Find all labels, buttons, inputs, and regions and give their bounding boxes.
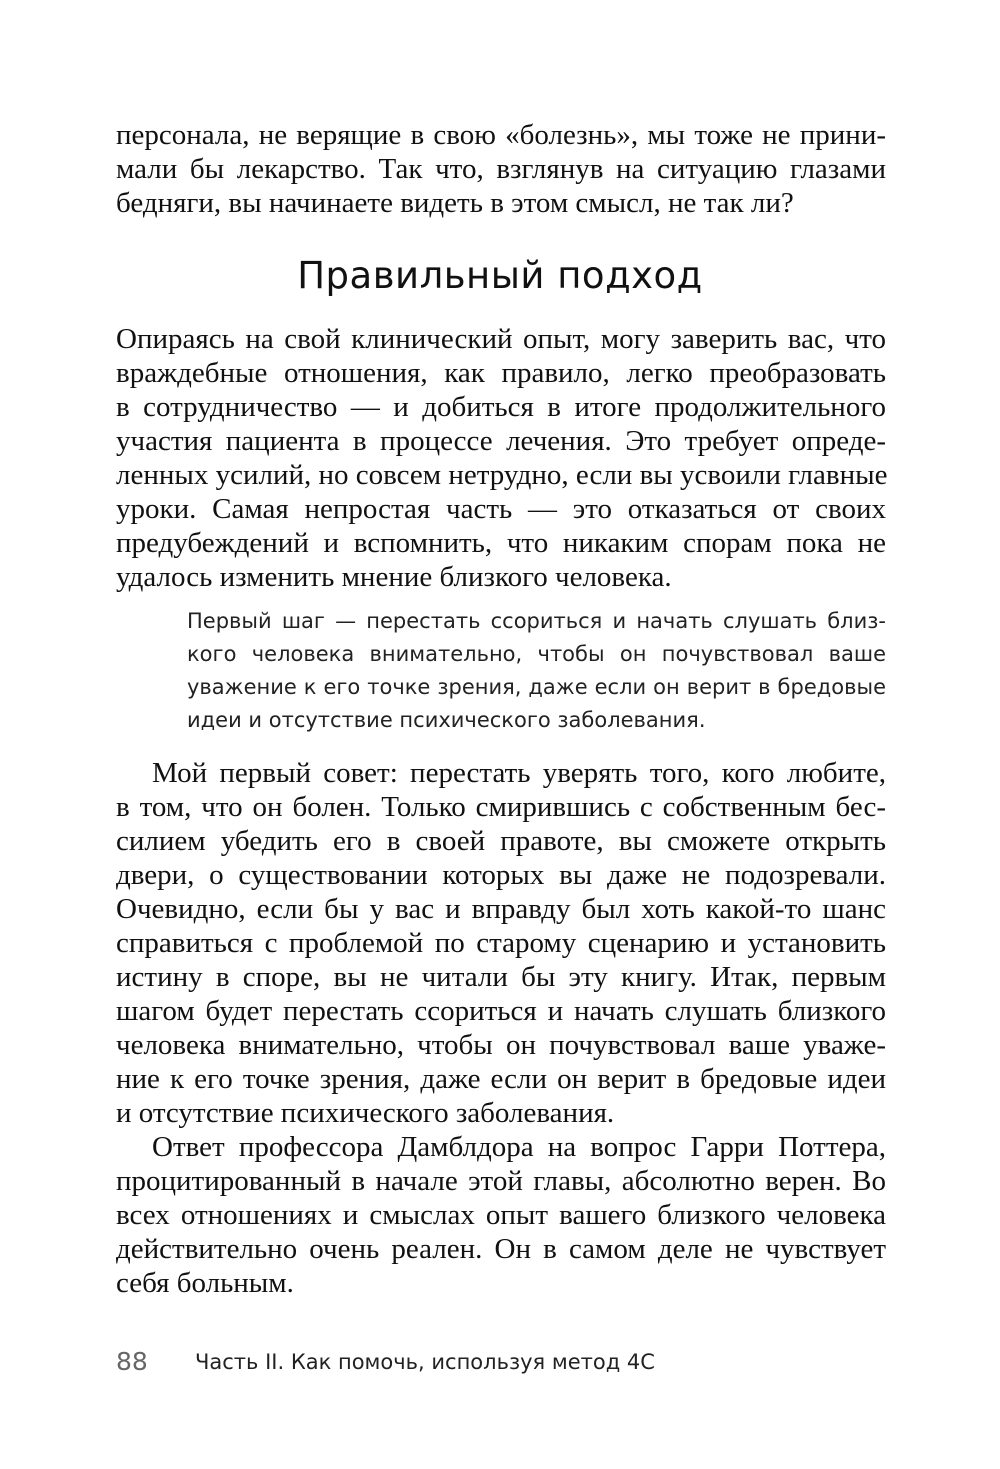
page-number: 88 — [116, 1347, 148, 1376]
paragraph-line: в том, что он болен. Только смирившись с собственным бес- — [116, 791, 886, 823]
callout-line: кого человека внимательно, чтобы он почувствовал ваше — [187, 642, 886, 666]
paragraph-line: себя больным. — [116, 1267, 294, 1299]
intro-line: мали бы лекарство. Так что, взглянув на ситуацию глазами — [116, 153, 886, 185]
paragraph-line: Мой первый совет: перестать уверять того, кого любите, — [152, 757, 886, 789]
paragraph-line: человека внимательно, чтобы он почувствовал ваше уваже- — [116, 1029, 886, 1061]
paragraph-line: действительно очень реален. Он в самом деле не чувствует — [116, 1233, 886, 1265]
paragraph-line: удалось изменить мнение близкого человека. — [116, 561, 672, 593]
paragraph-line: справиться с проблемой по старому сценарию и установить — [116, 927, 886, 959]
paragraph-line: истину в споре, вы не читали бы эту книгу. Итак, первым — [116, 961, 886, 993]
section-heading: Правильный подход — [297, 254, 703, 297]
intro-line: бедняги, вы начинаете видеть в этом смысл, не так ли? — [116, 187, 794, 219]
paragraph-line: процитированный в начале этой главы, абсолютно верен. Во — [116, 1165, 886, 1197]
paragraph-line: уроки. Самая непростая часть — это отказаться от своих — [116, 493, 886, 525]
paragraph-line: Опираясь на свой клинический опыт, могу заверить вас, что — [116, 323, 886, 355]
callout-line: уважение к его точке зрения, даже если он верит в бредовые — [187, 675, 886, 699]
paragraph-line: Очевидно, если бы у вас и вправду был хоть какой-то шанс — [116, 893, 886, 925]
paragraph-line: ленных усилий, но совсем нетрудно, если вы усвоили главные — [116, 459, 888, 491]
paragraph-line: Ответ профессора Дамблдора на вопрос Гарри Поттера, — [152, 1131, 886, 1163]
paragraph-line: в сотрудничество — и добиться в итоге продолжительного — [116, 391, 886, 423]
paragraph-line: участия пациента в процессе лечения. Это требует опреде- — [116, 425, 886, 457]
paragraph-line: всех отношениях и смыслах опыт вашего близкого человека — [116, 1199, 886, 1231]
callout-line: Первый шаг — перестать ссориться и начать слушать близ- — [187, 609, 886, 633]
running-title: Часть II. Как помочь, используя метод 4С — [195, 1350, 655, 1374]
paragraph-line: и отсутствие психического заболевания. — [116, 1097, 615, 1129]
paragraph-line: предубеждений и вспомнить, что никаким спорам пока не — [116, 527, 886, 559]
intro-line: персонала, не верящие в свою «болезнь», мы тоже не прини- — [116, 119, 886, 151]
paragraph-line: ние к его точке зрения, даже если он верит в бредовые идеи — [116, 1063, 886, 1095]
paragraph-line: шагом будет перестать ссориться и начать слушать близкого — [116, 995, 886, 1027]
paragraph-line: двери, о существовании которых вы даже не подозревали. — [116, 859, 886, 891]
paragraph-line: силием убедить его в своей правоте, вы сможете открыть — [116, 825, 886, 857]
callout-line: идеи и отсутствие психического заболевания. — [187, 708, 706, 732]
paragraph-line: враждебные отношения, как правило, легко преобразовать — [116, 357, 886, 389]
